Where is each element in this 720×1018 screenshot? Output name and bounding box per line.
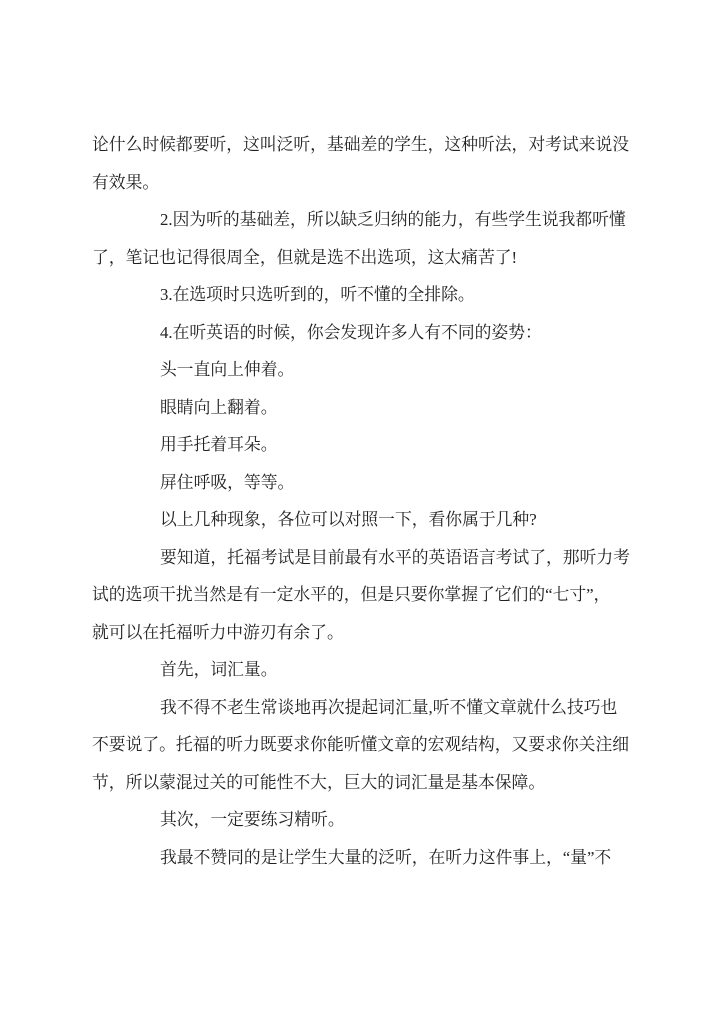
text-line: 其次，一定要练习精听。	[160, 810, 345, 829]
document-text-block	[92, 126, 632, 876]
text-line: 了，笔记也记得很周全，但就是选不出选项，这太痛苦了!	[92, 247, 518, 267]
text-line: 眼睛向上翻着。	[160, 397, 278, 417]
text-line: 有效果。	[92, 172, 160, 192]
text-line: 屏住呼吸，等等。	[160, 472, 295, 492]
text-line: 2.因为听的基础差，所以缺乏归纳的能力，有些学生说我都听懂	[160, 210, 626, 229]
text-line: 节，所以蒙混过关的可能性不大，巨大的词汇量是基本保障。	[92, 772, 546, 792]
text-line: 论什么时候都要听，这叫泛听，基础差的学生，这种听法，对考试来说没	[92, 135, 630, 154]
text-line: 要知道，托福考试是目前最有水平的英语语言考试了，那听力考	[160, 547, 630, 567]
text-line: 头一直向上伸着。	[160, 360, 295, 379]
text-line: 3.在选项时只选听到的，听不懂的全排除。	[160, 285, 475, 304]
text-line: 我最不赞同的是让学生大量的泛听，在听力这件事上，“量”不	[160, 847, 612, 867]
text-line: 就可以在托福听力中游刃有余了。	[92, 622, 344, 642]
text-line: 首先，词汇量。	[160, 660, 278, 679]
text-line: 用手托着耳朵。	[160, 435, 278, 454]
text-line: 不要说了。托福的听力既要求你能听懂文章的宏观结构，又要求你关注细	[92, 735, 630, 754]
text-line: 我不得不老生常谈地再次提起词汇量,听不懂文章就什么技巧也	[160, 697, 618, 717]
text-line: 试的选项干扰当然是有一定水平的，但是只要你掌握了它们的“七寸”，	[92, 585, 611, 604]
text-line: 以上几种现象，各位可以对照一下，看你属于几种?	[160, 510, 537, 529]
text-line: 4.在听英语的时候，你会发现许多人有不同的姿势：	[160, 322, 542, 342]
